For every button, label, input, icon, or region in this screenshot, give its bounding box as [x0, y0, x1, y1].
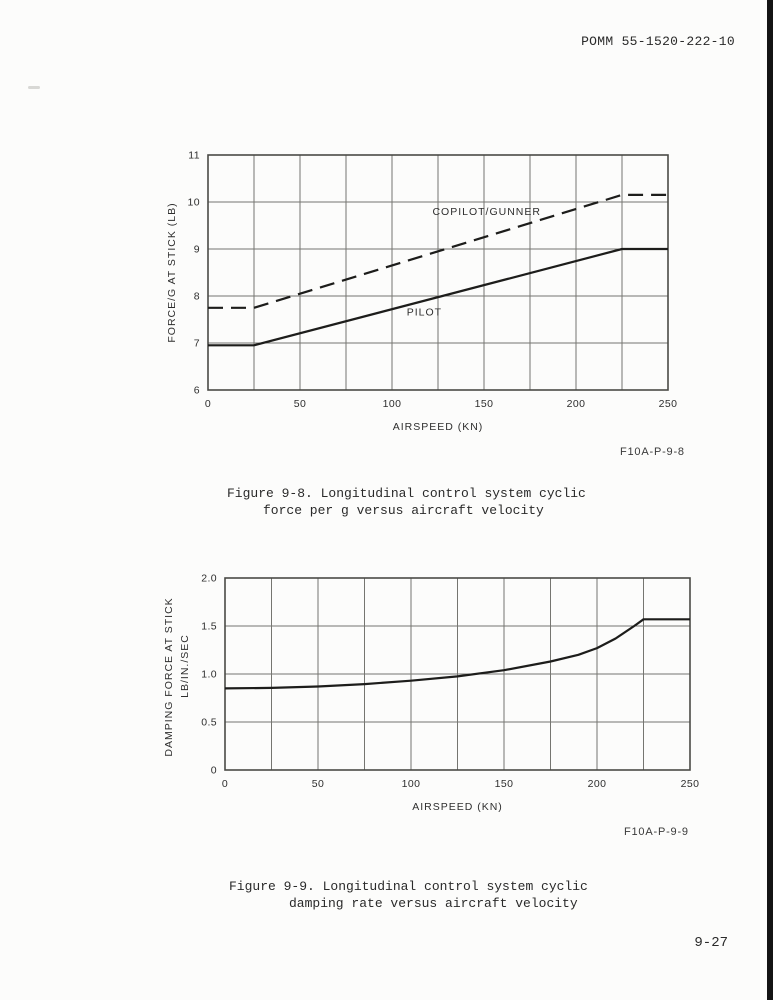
y-axis-title-line1: DAMPING FORCE AT STICK — [163, 597, 175, 757]
x-tick-label: 0 — [204, 398, 212, 410]
y-tick-label: 1.0 — [201, 668, 217, 681]
page-number: 9-27 — [694, 935, 728, 951]
plate-code-9-9: F10A-P-9-9 — [624, 826, 689, 838]
y-tick-label: 6 — [193, 384, 200, 397]
series-label: PILOT — [406, 306, 443, 319]
x-tick-label: 50 — [311, 778, 325, 790]
figure-9-9-chart — [148, 565, 708, 820]
caption-line-2: damping rate versus aircraft velocity — [289, 896, 578, 911]
y-tick-label: 0.5 — [201, 716, 217, 729]
y-tick-label: 0 — [210, 764, 217, 777]
y-tick-label: 9 — [193, 243, 200, 256]
y-tick-label: 10 — [187, 196, 200, 209]
y-tick-label: 8 — [193, 290, 200, 303]
figure-9-8-chart — [140, 140, 685, 440]
scan-edge — [767, 0, 773, 1000]
x-tick-label: 150 — [494, 778, 514, 790]
plate-code-9-8: F10A-P-9-8 — [620, 446, 685, 458]
caption-line-2: force per g versus aircraft velocity — [263, 503, 544, 518]
caption-line-1: Figure 9-8. Longitudinal control system cyclic — [227, 486, 586, 501]
x-tick-label: 100 — [382, 398, 402, 410]
x-tick-label: 250 — [658, 398, 678, 410]
x-tick-label: 200 — [587, 778, 607, 790]
scan-artifact — [28, 86, 40, 89]
y-tick-label: 1.5 — [201, 620, 217, 633]
doc-number: POMM 55-1520-222-10 — [581, 34, 735, 49]
x-tick-label: 200 — [566, 398, 586, 410]
figure-9-9-caption — [229, 878, 588, 912]
x-tick-label: 150 — [474, 398, 494, 410]
y-tick-label: 7 — [193, 337, 200, 350]
y-tick-label: 2.0 — [201, 572, 217, 585]
figure-9-8-caption — [227, 485, 586, 519]
x-axis-title: AIRSPEED (KN) — [392, 421, 484, 433]
y-axis-title: FORCE/G AT STICK (LB) — [166, 202, 178, 343]
y-tick-label: 11 — [188, 149, 200, 162]
x-tick-label: 100 — [401, 778, 421, 790]
x-tick-label: 0 — [221, 778, 229, 790]
caption-line-1: Figure 9-9. Longitudinal control system cyclic — [229, 879, 588, 894]
x-tick-label: 250 — [680, 778, 700, 790]
y-axis-title-line2: LB/IN./SEC — [179, 634, 191, 698]
x-axis-title: AIRSPEED (KN) — [412, 801, 503, 813]
x-tick-label: 50 — [293, 398, 307, 410]
series-label: COPILOT/GUNNER — [432, 206, 541, 219]
